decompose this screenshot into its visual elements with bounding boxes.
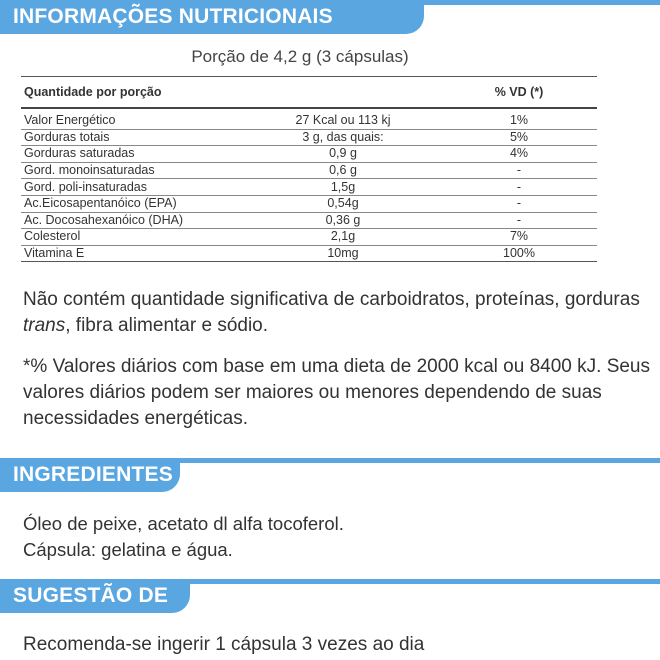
nutrient-vd: 5% [441,129,597,146]
ingredients-header [0,458,660,492]
nutrient-name: Gord. monoinsaturadas [21,162,245,179]
nutrient-vd: 4% [441,146,597,163]
nutrient-amount: 3 g, das quais: [245,129,441,146]
nutrition-row [21,179,597,196]
portion-size: Porção de 4,2 g (3 cápsulas) [191,47,409,66]
nutrition-note [23,287,643,339]
nutrition-header [0,0,660,34]
nutrition-row [21,212,597,229]
nutrition-note-trans: trans [23,315,66,336]
nutrition-row [21,162,597,179]
nutrition-row [21,146,597,163]
ingredients-title: INGREDIENTES [0,458,180,492]
nutrient-name: Ac. Docosahexanóico (DHA) [21,212,245,229]
vd-header: % VD (*) [441,77,597,109]
usage-header [0,579,660,641]
nutrient-vd: 100% [441,245,597,262]
nutrient-name: Valor Energético [21,108,245,129]
nutrient-vd: - [441,162,597,179]
nutrient-amount: 0,36 g [245,212,441,229]
nutrition-note-text: Não contém quantidade significativa de carboidratos, proteínas, gorduras [23,289,640,310]
nutrient-amount: 0,54g [245,195,441,212]
nutrition-row [21,108,597,129]
nutrient-vd: 1% [441,108,597,129]
nutrition-title: INFORMAÇÕES NUTRICIONAIS [0,0,424,34]
usage-title: SUGESTÃO DE USO [0,579,190,613]
nutrient-name: Gorduras totais [21,129,245,146]
nutrient-amount: 0,9 g [245,146,441,163]
nutrient-name: Gorduras saturadas [21,146,245,163]
nutrition-row [21,129,597,146]
nutrient-vd: - [441,195,597,212]
nutrition-note-end: , fibra alimentar e sódio. [65,315,269,336]
nutrient-vd: - [441,179,597,196]
nutrient-amount: 1,5g [245,179,441,196]
nutrition-row [21,245,597,262]
nutrient-name: Ac.Eicosapentanóico (EPA) [21,195,245,212]
ingredients-text [23,511,643,563]
nutrient-name: Colesterol [21,229,245,246]
nutrient-amount: 0,6 g [245,162,441,179]
nutrition-table-header [21,77,597,109]
qty-header: Quantidade por porção [21,77,441,109]
daily-value-footnote: *% Valores diários com base em uma dieta de 2000 kcal ou 8400 kJ. Seus valores diários podem ser maiores ou menores dependendo de suas necessidades energéticas. [23,356,650,429]
nutrition-table [21,76,597,262]
usage-text: Recomenda-se ingerir 1 cápsula 3 vezes ao dia [23,634,425,655]
ingredients-line-2: Cápsula: gelatina e água. [23,539,233,560]
nutrient-vd: - [441,212,597,229]
nutrition-row [21,229,597,246]
nutrient-name: Gord. poli-insaturadas [21,179,245,196]
ingredients-line-1: Óleo de peixe, acetato dl alfa tocoferol. [23,513,344,534]
nutrient-amount: 2,1g [245,229,441,246]
nutrient-amount: 10mg [245,245,441,262]
nutrition-row [21,195,597,212]
nutrient-name: Vitamina E [21,245,245,262]
nutrient-amount: 27 Kcal ou 113 kj [245,108,441,129]
nutrition-table-body [21,108,597,262]
nutrient-vd: 7% [441,229,597,246]
